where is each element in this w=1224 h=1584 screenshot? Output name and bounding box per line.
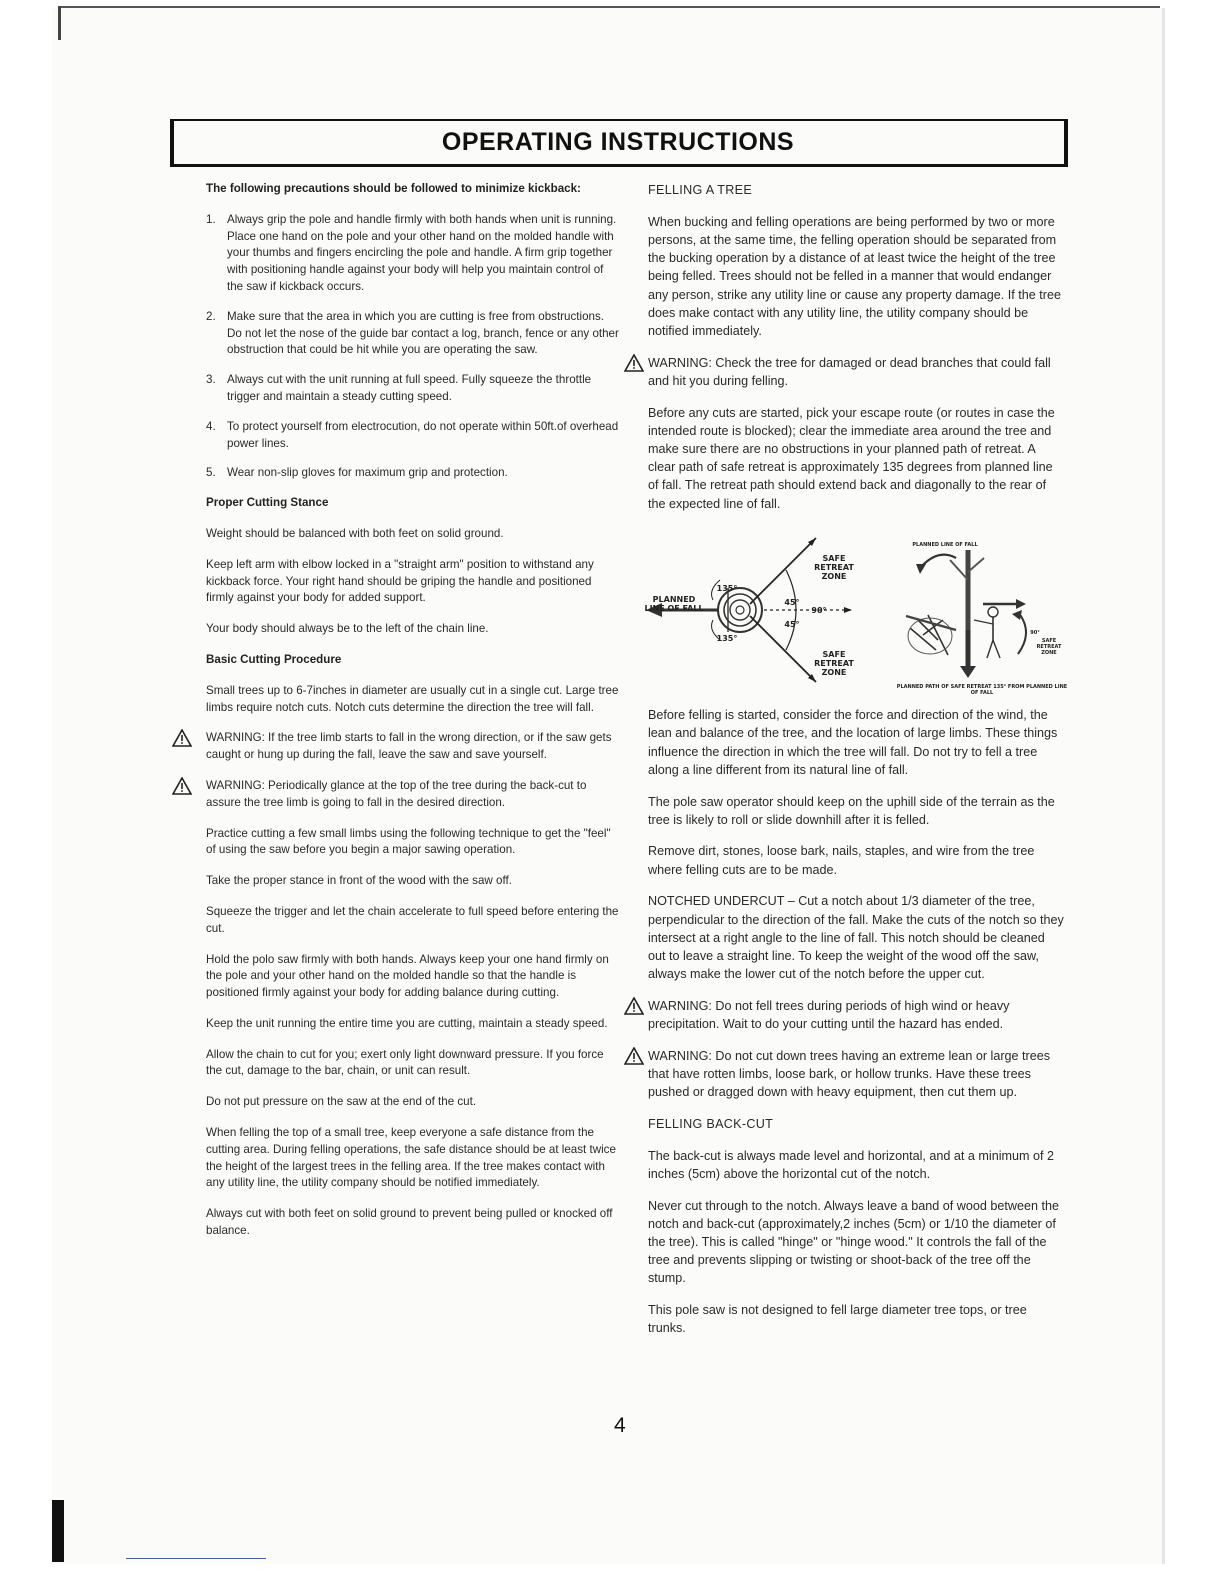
not-designed-paragraph: This pole saw is not designed to fell large diameter tree tops, or tree trunks. [648,1303,1027,1336]
tree-angle-90-label: 90° [1030,630,1040,637]
procedure-paragraph: Keep the unit running the entire time you are cutting, maintain a steady speed. [206,1016,608,1030]
warning-triangle-icon [624,354,644,372]
list-item: 3. Always cut with the unit running at full speed. Fully squeeze the throttle trigger and maintain a steady cutting speed. [206,373,592,403]
stance-paragraph: Your body should always be to the left of the chain line. [206,622,489,636]
angle-135-bottom-label: 135° [716,634,738,644]
warning-paragraph: WARNING: Do not fell trees during periods of high wind or heavy precipitation. Wait to do your cutting until the hazard has ended. [648,997,1064,1033]
scan-edge-right [1162,8,1165,1564]
list-item: 1. Always grip the pole and handle firmly with both hands when unit is running. Place one hand on the pole and your other hand on the molded handle with your thumbs and fingers encircling the pole and handle. A firm grip together with positioning handle against your body will help you maintain control of the saw if kickback occurs. [206,212,617,293]
list-item: 4. To protect yourself from electrocution, do not operate within 50ft.of overhead power lines. [206,419,619,450]
warning-triangle-icon [172,777,192,795]
section-title-box [170,119,1068,167]
scan-edge-top [60,6,1160,8]
hinge-paragraph: Never cut through to the notch. Always leave a band of wood between the notch and back-cut (approximately,2 inches (5cm) or 1/10 the diameter of the tree). This is called "hinge" or "hinge wood." It controls the fall of the tree and prevents slipping or twisting or shoot-back of the tree off the stump. [648,1198,1059,1286]
felling-diagram [638,520,1068,698]
procedure-paragraph: Do not put pressure on the saw at the end of the cut. [206,1095,477,1109]
procedure-paragraph: Squeeze the trigger and let the chain accelerate to full speed before entering the cut. [206,904,619,935]
planned-line-label: PLANNED LINE OF FALL [644,595,704,614]
backcut-paragraph: The back-cut is always made level and horizontal, and at a minimum of 2 inches (5cm) above the horizontal cut of the notch. [648,1148,1054,1181]
procedure-paragraph: Hold the polo saw firmly with both hands. Always keep your one hand firmly on the pole and your other hand on the molded handle so that the handle is positioned firmly against your body for adding balance during cutting. [206,952,609,1000]
falling-tree-illustration [906,550,1026,678]
procedure-paragraph: Allow the chain to cut for you; exert only light downward pressure. If you force the cut, damage to the bar, chain, or unit can result. [206,1047,604,1078]
page-number: 4 [614,1414,626,1437]
safe-zone-top-label: SAFE RETREAT ZONE [814,554,854,582]
backcut-heading: FELLING BACK-CUT [648,1116,774,1131]
list-item: 5. Wear non-slip gloves for maximum grip and protection. [206,466,508,480]
stance-heading: Proper Cutting Stance [206,496,329,510]
force-direction-paragraph: Before felling is started, consider the force and direction of the wind, the lean and balance of the tree, and the location of large limbs. These things influence the direction in which the tree will fall. Do not try to fell a tree along a line different from its natural line of fall. [648,708,1058,777]
procedure-paragraph: Practice cutting a few small limbs using the following technique to get the "feel" of using the saw before you begin a major sawing operation. [206,826,611,857]
angle-135-top-label: 135° [716,584,738,594]
tree-safe-zone-label: SAFE RETREAT ZONE [1036,638,1062,657]
left-column [206,181,622,1254]
warning-triangle-icon [624,1047,644,1065]
remove-dirt-paragraph: Remove dirt, stones, loose bark, nails, staples, and wire from the tree where felling cuts are to be made. [648,844,1035,877]
safe-zone-bottom-label: SAFE RETREAT ZONE [814,650,854,678]
procedure-paragraph: Take the proper stance in front of the wood with the saw off. [206,874,512,888]
uphill-paragraph: The pole saw operator should keep on the uphill side of the terrain as the tree is likely to roll or slide downhill after it is felled. [648,794,1055,827]
kickback-list [206,212,622,482]
procedure-paragraph: When felling the top of a small tree, keep everyone a safe distance from the cutting area. During felling operations, the safe distance should be at least twice the height of the largest trees in the felling area. If the tree makes contact with any utility line, the utility company should be notified immediately. [206,1126,616,1190]
stance-paragraph: Weight should be balanced with both feet on solid ground. [206,526,504,540]
warning-paragraph: WARNING: Do not cut down trees having an extreme lean or large trees that have rotten limbs, loose bark, or hollow trunks. Have these trees pushed or dragged down with heavy equipment, then cut them up. [648,1047,1064,1102]
felling-heading: FELLING A TREE [648,183,753,197]
list-item: 2. Make sure that the area in which you are cutting is free from obstructions. Do not let the nose of the guide bar contact a log, branch, fence or any other obstruction that could be hit while you are operating the saw. [206,309,619,357]
felling-intro: When bucking and felling operations are being performed by two or more persons, at the same time, the felling operation should be separated from the bucking operation by a distance of at least twice the height of the tree being felled. Trees should not be felled in a manner that would endanger any person, strike any utility line or cause any property damage. If the tree does make contact with any utility line, the utility company should be notified immediately. [648,214,1062,338]
warning-triangle-icon [172,729,192,747]
warning-paragraph: WARNING: If the tree limb starts to fall in the wrong direction, or if the saw gets caught or hung up during the fall, leave the saw and save yourself. [206,730,622,764]
scan-edge-left [58,6,61,40]
warning-triangle-icon [624,997,644,1015]
notched-undercut-paragraph: NOTCHED UNDERCUT – Cut a notch about 1/3 diameter of the tree, perpendicular to the direction of the fall. Make the cuts of the notch so they intersect at a right angle to the line of fall. This notch should be cleaned out to leave a straight line. To keep the weight of the wood off the saw, always make the lower cut of the notch before the upper cut. [648,894,1064,982]
stump-rings-graphic [718,588,762,632]
kickback-heading: The following precautions should be followed to minimize kickback: [206,182,581,195]
retreat-path-label: PLANNED PATH OF SAFE RETREAT 135° FROM PLANNED LINE OF FALL [896,684,1068,697]
scan-edge-binding [52,1500,64,1562]
procedure-intro: Small trees up to 6-7inches in diameter are usually cut in a single cut. Large tree limbs require notch cuts. Notch cuts determine the direction the tree will fall. [206,683,619,714]
escape-route-paragraph: Before any cuts are started, pick your escape route (or routes in case the intended route is blocked); clear the immediate area around the tree and make sure there are no obstructions in your planned path of retreat. A clear path of safe retreat is approximately 135 degrees from planned line of fall. The retreat path should extend back and diagonally to the rear of the expected line of fall. [648,405,1055,511]
angle-90-label: 90° [811,606,827,616]
angle-45-bottom-label: 45° [784,620,800,630]
stance-paragraph: Keep left arm with elbow locked in a "straight arm" position to withstand any kickback force. Your right hand should be griping the handle and positioned firmly against your body for added support. [206,557,594,605]
tree-line-label: PLANNED LINE OF FALL [912,542,978,549]
right-column [644,181,1068,1351]
scan-underline-artifact [126,1558,266,1559]
procedure-paragraph: Always cut with both feet on solid ground to prevent being pulled or knocked off balance. [206,1207,613,1238]
warning-paragraph: WARNING: Check the tree for damaged or dead branches that could fall and hit you during felling. [648,354,1064,390]
retreat-line-upper [750,538,816,604]
warning-paragraph: WARNING: Periodically glance at the top of the tree during the back-cut to assure the tree limb is going to fall in the desired direction. [206,778,622,812]
angle-45-top-label: 45° [784,598,800,608]
procedure-heading: Basic Cutting Procedure [206,652,342,666]
page-title: OPERATING INSTRUCTIONS [441,128,795,156]
